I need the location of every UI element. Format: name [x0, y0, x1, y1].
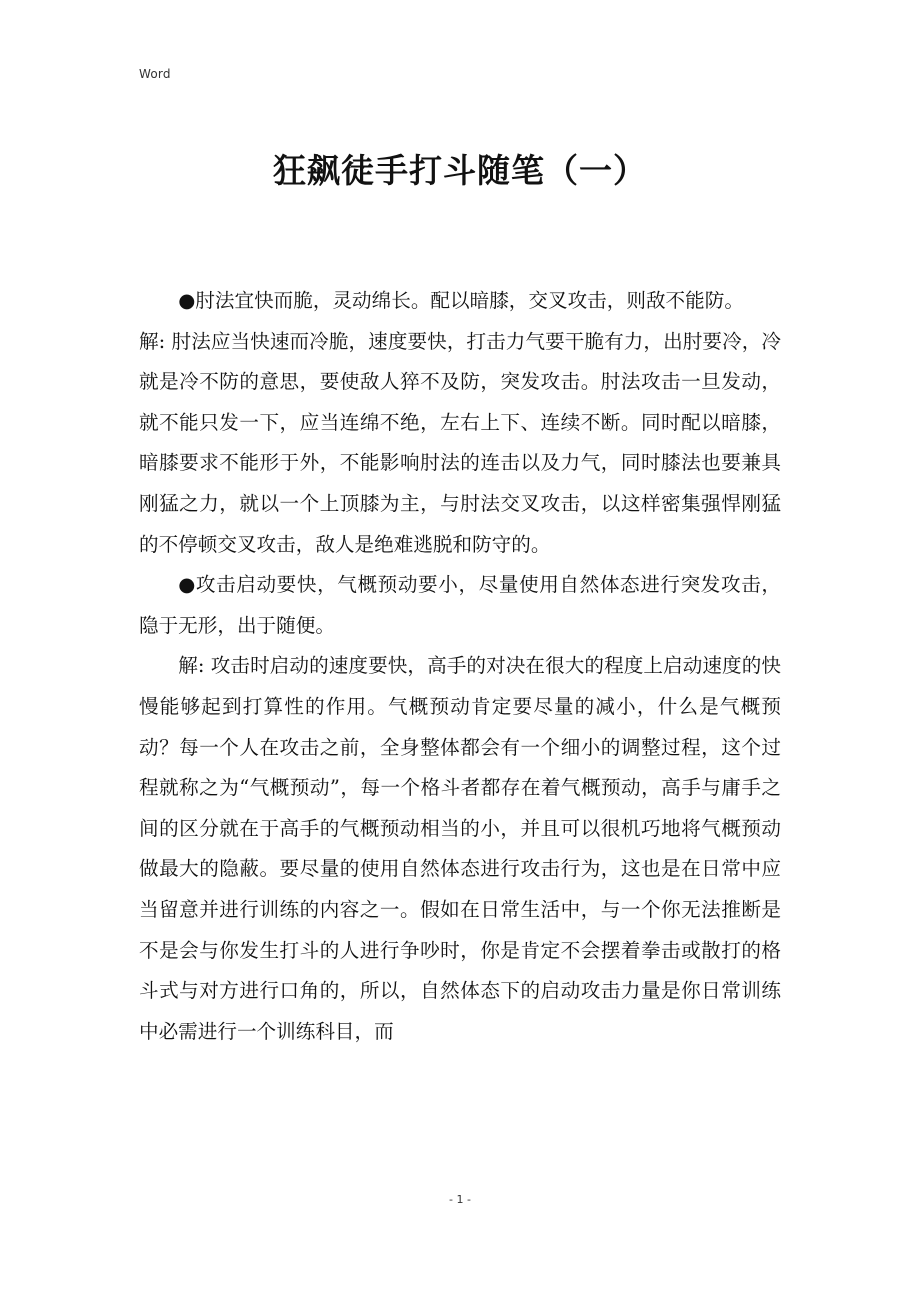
- document-body: [139, 281, 781, 1052]
- page-number: - 1 -: [449, 1193, 471, 1206]
- paragraph: ●肘法宜快而脆，灵动绵长。配以暗膝，交叉攻击，则敌不能防。: [178, 289, 744, 312]
- paragraph: 解: 攻击时启动的速度要快，高手的对决在很大的程度上启动速度的快慢能够起到打算性的作用。气概预动肯定要尽量的减小，什么是气概预动？每一个人在攻击之前，全身整体都会有一个细小的调整过程，这个过程就称之为“气概预动”，每一个格斗者都存在着气概预动，高手与庸手之间的区分就在于高手的气概预动相当的小，并且可以很机巧地将气概预动做最大的隐蔽。要尽量的使用自然体态进行攻击行为，这也是在日常中应当留意并进行训练的内容之一。假如在日常生活中，与一个你无法推断是不是会与你发生打斗的人进行争吵时，你是肯定不会摆着拳击或散打的格斗式与对方进行口角的，所以，自然体态下的启动攻击力量是你日常训练中必需进行一个训练科目，而: [139, 654, 781, 1043]
- header-label: Word: [139, 67, 171, 81]
- paragraph: 解: 肘法应当快速而冷脆，速度要快，打击力气要干脆有力，出肘要冷，冷就是冷不防的意思，要使敌人猝不及防，突发攻击。肘法攻击一旦发动，就不能只发一下，应当连绵不绝，左右上下、连续不断。同时配以暗膝，暗膝要求不能形于外，不能影响肘法的连击以及力气，同时膝法也要兼具刚猛之力，就以一个上顶膝为主，与肘法交叉攻击，以这样密集强悍刚猛的不停顿交叉攻击，敌人是绝难逃脱和防守的。: [139, 329, 781, 556]
- document-title: 狂飙徒手打斗随笔（一）: [273, 151, 647, 190]
- paragraph: ●攻击启动要快，气概预动要小，尽量使用自然体态进行突发攻击，隐于无形，出于随便。: [139, 573, 781, 637]
